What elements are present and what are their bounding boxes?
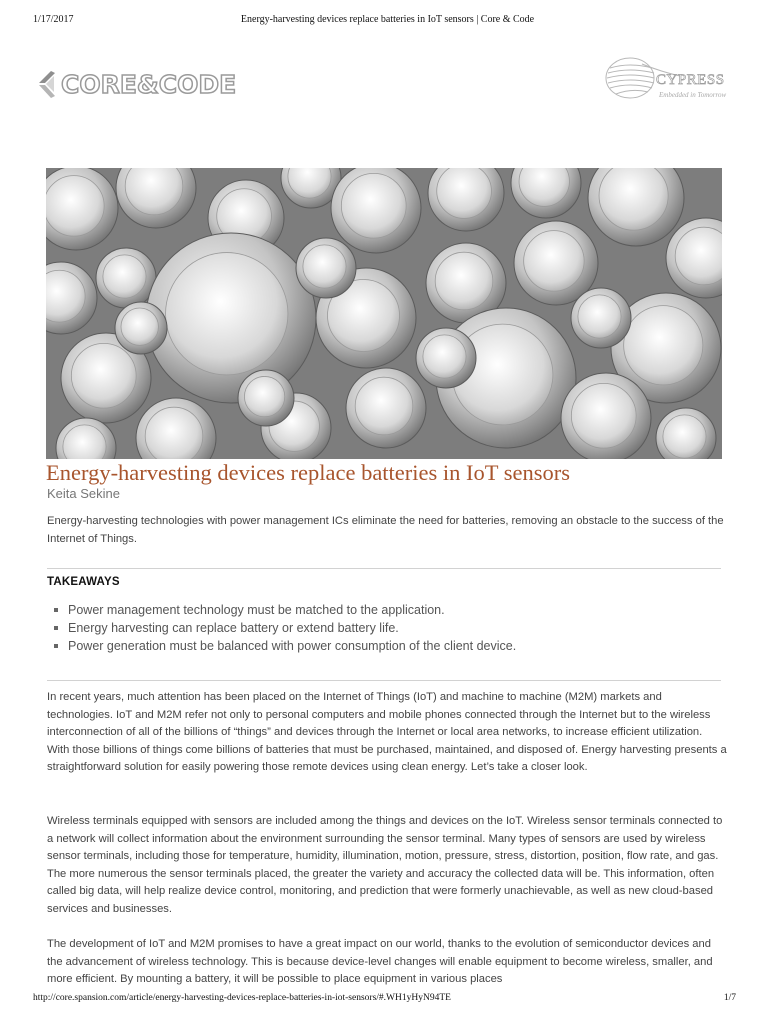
- print-page-number: 1/7: [723, 993, 736, 1003]
- body-paragraph: The development of IoT and M2M promises to have a great impact on our world, thanks to the evolution of semiconductor devices and the advancement of wireless technology. This is because device-level changes will enable equipment to become wireless, smaller, and more efficient. By mounting a battery, it will be possible to place equipment in various places: [47, 938, 713, 986]
- takeaways-heading: TAKEAWAYS: [47, 576, 120, 588]
- battery-coin-face: [355, 377, 413, 435]
- body-paragraph: In recent years, much attention has been placed on the Internet of Things (IoT) and machine to machine (M2M) markets and technologies. IoT and M2M refer not only to personal computers and mobile phones connected through the Internet but to the wireless interconnection of all of the billions of “things” and devices through the Internet or local area networks, to increase efficient utilization. With those billions of things come billions of batteries that must be purchased, maintained, and disposed of. Energy harvesting presents a straightforward solution for easily powering those remote devices using clean energy. Let’s take a closer look.: [47, 691, 727, 774]
- takeaway-item: Power management technology must be matched to the application.: [52, 601, 516, 619]
- takeaways-list: [52, 601, 516, 655]
- cypress-wordmark: CYPRESS: [656, 72, 725, 88]
- battery-coin-face: [437, 168, 492, 218]
- battery-coin-face: [103, 255, 146, 298]
- battery-coin-face: [435, 252, 493, 310]
- hero-image-batteries: [46, 168, 722, 459]
- bullet-icon: [54, 626, 58, 630]
- cypress-tagline: Embedded in Tomorrow: [659, 91, 727, 99]
- takeaway-item: Power generation must be balanced with power consumption of the client device.: [52, 637, 516, 655]
- battery-coin-face: [524, 231, 584, 291]
- divider: [47, 680, 721, 681]
- article-intro: Energy-harvesting technologies with power management ICs eliminate the need for batteries, removing an obstacle to the success of the Internet of Things.: [47, 515, 724, 545]
- bullet-icon: [54, 608, 58, 612]
- print-header: [33, 14, 742, 30]
- print-date: 1/17/2017: [33, 14, 74, 25]
- site-logo-text: CORE&CODE: [61, 70, 237, 99]
- print-page-title: Energy-harvesting devices replace batteries in IoT sensors | Core & Code: [240, 14, 535, 25]
- battery-coin-face: [145, 407, 203, 459]
- battery-coin-face: [121, 308, 158, 345]
- takeaway-item: Energy harvesting can replace battery or extend battery life.: [52, 619, 516, 637]
- logo-chevron-icon: [37, 70, 59, 100]
- print-footer: [33, 993, 736, 1007]
- site-logo[interactable]: [37, 70, 237, 100]
- battery-coin-face: [166, 253, 288, 375]
- divider: [47, 568, 721, 569]
- author-name[interactable]: Keita Sekine: [47, 486, 120, 501]
- battery-coin-face: [571, 383, 636, 448]
- battery-coin-face: [341, 173, 406, 238]
- battery-coin-face: [244, 376, 284, 416]
- battery-coin-face: [578, 295, 621, 338]
- bullet-icon: [54, 644, 58, 648]
- print-url[interactable]: http://core.spansion.com/article/energy-harvesting-devices-replace-batteries-in-iot-sensors/#.WH1yHyN94TE: [33, 993, 451, 1003]
- battery-coin-face: [423, 335, 466, 378]
- battery-coin-face: [624, 306, 703, 385]
- cypress-logo[interactable]: [604, 54, 732, 106]
- battery-coin-face: [46, 176, 104, 236]
- battery-coin-face: [663, 415, 706, 458]
- body-paragraph: Wireless terminals equipped with sensors are included among the things and devices on the IoT. Wireless sensor terminals connected to a network will collect information about the environment surrounding the sensor terminal. Many types of sensors are used by wireless sensor terminals, including those for temperature, humidity, illumination, motion, pressure, stress, distortion, position, flow rate, and gas. The more numerous the sensor terminals placed, the greater the variety and accuracy the collected data will be. This information, often called big data, will help realize device control, monitoring, and prediction that were formerly unachievable, as well as new cloud-based services and businesses.: [47, 815, 723, 915]
- battery-coin-face: [71, 343, 136, 408]
- battery-coin-face: [599, 168, 668, 230]
- article-title: Energy-harvesting devices replace batteries in IoT sensors: [46, 460, 570, 485]
- battery-coin-face: [303, 245, 346, 288]
